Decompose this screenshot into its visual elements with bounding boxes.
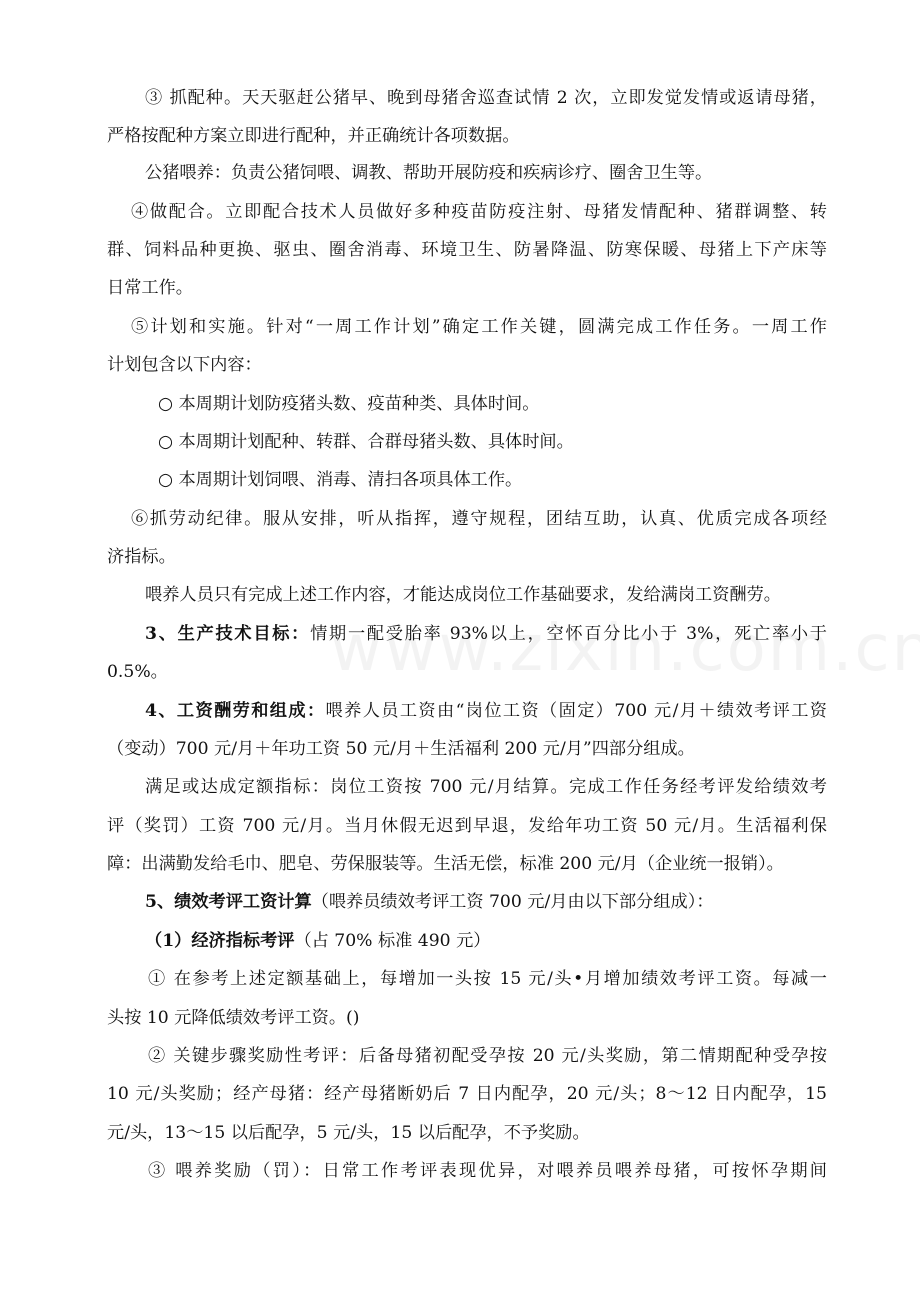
para-quota-line-3: 障：出满勤发给毛巾、肥皂、劳保服装等。生活无偿，标准 200 元/月（企业统一报销）。 [107, 854, 784, 874]
subsection-1-line [145, 929, 865, 953]
item-3-line-1: ③ 喂养奖励（罚）：日常工作考评表现优异，对喂养员喂养母猪，可按怀孕期间 [148, 1161, 827, 1181]
para-plan-line-1: ⑤计划和实施。针对“一周工作计划”确定工作关键，圆满完成工作任务。一周工作 [131, 317, 827, 337]
para-plan-line-2: 计划包含以下内容： [107, 355, 262, 375]
section-4-heading: 4、工资酬劳和组成： [145, 701, 326, 721]
item-2-line-2: 10 元/头奖励；经产母猪：经产母猪断奶后 7 日内配孕，20 元/头；8～12 日内配孕，15 [107, 1084, 827, 1104]
para-discipline-line-2: 济指标。 [107, 547, 176, 567]
section-5-text: （喂养员绩效考评工资 700 元/月由以下部分组成）： [311, 892, 714, 912]
para-boar-feeding: 公猪喂养：负责公猪饲喂、调教、帮助开展防疫和疾病诊疗、圈舍卫生等。 [145, 163, 713, 183]
item-2-line-3: 元/头，13～15 以后配孕，5 元/头，15 以后配孕，不予奖励。 [107, 1123, 590, 1143]
plan-list-item: ○ 本周期计划配种、转群、合群母猪头数、具体时间。 [158, 432, 574, 452]
item-1-line-1: ① 在参考上述定额基础上，每增加一头按 15 元/头•月增加绩效考评工资。每减一 [148, 969, 827, 989]
section-3-line-1 [145, 622, 827, 646]
item-1-line-2: 头按 10 元降低绩效考评工资。() [107, 1008, 360, 1028]
para-quota-line-1: 满足或达成定额指标：岗位工资按 700 元/月结算。完成工作任务经考评发给绩效考 [145, 777, 827, 797]
plan-list-item: ○ 本周期计划饲喂、消毒、清扫各项具体工作。 [158, 470, 523, 490]
section-3-line-2: 0.5%。 [107, 662, 168, 682]
para-full-wage: 喂养人员只有完成上述工作内容，才能达成岗位工作基础要求，发给满岗工资酬劳。 [145, 585, 781, 605]
para-mating-line-2: 严格按配种方案立即进行配种，并正确统计各项数据。 [107, 126, 520, 146]
section-4-line-2: （变动）700 元/月＋年功工资 50 元/月＋生活福利 200 元/月”四部分组成。 [107, 739, 695, 759]
section-4-text: 喂养人员工资由“岗位工资（固定）700 元/月＋绩效考评工资 [325, 701, 827, 721]
para-cooperate-line-1: ④做配合。立即配合技术人员做好多种疫苗防疫注射、母猪发情配种、猪群调整、转 [131, 202, 827, 222]
section-3-heading: 3、生产技术目标： [145, 624, 311, 644]
para-discipline-line-1: ⑥抓劳动纪律。服从安排，听从指挥，遵守规程，团结互助，认真、优质完成各项经 [131, 509, 827, 529]
para-quota-line-2: 评（奖罚）工资 700 元/月。当月休假无迟到早退，发给年功工资 50 元/月。生活福利保 [107, 816, 827, 836]
item-2-line-1: ② 关键步骤奖励性考评：后备母猪初配受孕按 20 元/头奖励，第二情期配种受孕按 [148, 1046, 827, 1066]
para-cooperate-line-2: 群、饲料品种更换、驱虫、圈舍消毒、环境卫生、防暑降温、防寒保暖、母猪上下产床等 [107, 240, 827, 260]
subsection-1-text: （占 70% 标准 490 元） [294, 931, 491, 951]
section-5-heading: 5、绩效考评工资计算 [145, 892, 312, 912]
subsection-1-heading: （1）经济指标考评 [145, 931, 295, 951]
section-3-text: 情期一配受胎率 93%以上，空怀百分比小于 3%，死亡率小于 [310, 624, 827, 644]
section-4-line-1 [145, 699, 827, 723]
plan-list-item: ○ 本周期计划防疫猪头数、疫苗种类、具体时间。 [158, 394, 540, 414]
section-5-line [145, 890, 865, 914]
para-mating-line-1: ③ 抓配种。天天驱赶公猪早、晚到母猪舍巡查试情 2 次，立即发觉发情或返请母猪， [145, 88, 827, 108]
para-cooperate-line-3: 日常工作。 [107, 278, 193, 298]
